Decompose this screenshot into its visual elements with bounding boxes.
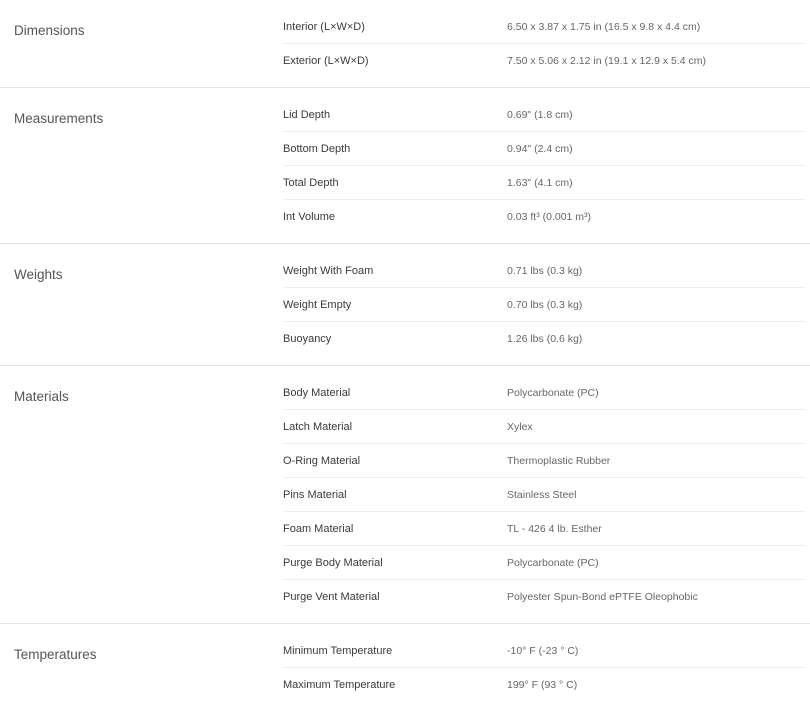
spec-group-title: Weights bbox=[14, 267, 63, 282]
spec-value: 1.63" (4.1 cm) bbox=[507, 176, 573, 189]
spec-rows bbox=[270, 88, 810, 243]
spec-group-title: Temperatures bbox=[14, 647, 97, 662]
spec-group-dimensions bbox=[0, 0, 810, 88]
spec-value: -10° F (-23 ° C) bbox=[507, 644, 579, 657]
spec-rows bbox=[270, 366, 810, 623]
spec-label: Minimum Temperature bbox=[283, 644, 393, 657]
spec-value: 0.94" (2.4 cm) bbox=[507, 142, 573, 155]
spec-rows bbox=[270, 624, 810, 711]
spec-label: Purge Body Material bbox=[283, 556, 383, 569]
spec-group-title: Dimensions bbox=[14, 23, 85, 38]
spec-value: TL - 426 4 lb. Esther bbox=[507, 522, 602, 535]
spec-rows bbox=[270, 0, 810, 87]
spec-label: Buoyancy bbox=[283, 332, 332, 345]
spec-label: Bottom Depth bbox=[283, 142, 351, 155]
spec-row bbox=[283, 444, 806, 478]
spec-value: 6.50 x 3.87 x 1.75 in (16.5 x 9.8 x 4.4 cm) bbox=[507, 20, 701, 33]
spec-row bbox=[283, 546, 806, 580]
spec-value: Polyester Spun-Bond ePTFE Oleophobic bbox=[507, 590, 698, 603]
spec-label: Body Material bbox=[283, 386, 351, 399]
spec-row bbox=[283, 478, 806, 512]
spec-rows bbox=[270, 244, 810, 365]
spec-value: 7.50 x 5.06 x 2.12 in (19.1 x 12.9 x 5.4 cm) bbox=[507, 54, 707, 67]
spec-label: Weight Empty bbox=[283, 298, 352, 311]
spec-value: Thermoplastic Rubber bbox=[507, 454, 611, 467]
spec-row bbox=[283, 98, 806, 132]
spec-value: 199° F (93 ° C) bbox=[507, 678, 578, 691]
spec-row bbox=[283, 376, 806, 410]
spec-row bbox=[283, 322, 806, 355]
spec-group-materials bbox=[0, 366, 810, 624]
spec-row bbox=[283, 254, 806, 288]
spec-label: Maximum Temperature bbox=[283, 678, 396, 691]
spec-row bbox=[283, 166, 806, 200]
spec-row bbox=[283, 10, 806, 44]
spec-label: Lid Depth bbox=[283, 108, 331, 121]
spec-value: Xylex bbox=[507, 420, 533, 433]
spec-row bbox=[283, 512, 806, 546]
spec-value: 0.03 ft³ (0.001 m³) bbox=[507, 210, 592, 223]
spec-value: 0.70 lbs (0.3 kg) bbox=[507, 298, 583, 311]
spec-row bbox=[283, 200, 806, 233]
spec-row bbox=[283, 132, 806, 166]
spec-label: Purge Vent Material bbox=[283, 590, 380, 603]
spec-row bbox=[283, 410, 806, 444]
spec-label: Exterior (L×W×D) bbox=[283, 54, 369, 67]
spec-value: Polycarbonate (PC) bbox=[507, 386, 599, 399]
spec-label: Total Depth bbox=[283, 176, 339, 189]
spec-value: Stainless Steel bbox=[507, 488, 577, 501]
spec-value: Polycarbonate (PC) bbox=[507, 556, 599, 569]
spec-value: 1.26 lbs (0.6 kg) bbox=[507, 332, 583, 345]
spec-value: 0.69" (1.8 cm) bbox=[507, 108, 573, 121]
spec-label: Latch Material bbox=[283, 420, 353, 433]
spec-label: O-Ring Material bbox=[283, 454, 361, 467]
spec-label: Weight With Foam bbox=[283, 264, 374, 277]
spec-group-title: Measurements bbox=[14, 111, 104, 126]
spec-value: 0.71 lbs (0.3 kg) bbox=[507, 264, 583, 277]
spec-label: Foam Material bbox=[283, 522, 354, 535]
spec-group-temperatures bbox=[0, 624, 810, 711]
spec-group-measurements bbox=[0, 88, 810, 244]
spec-row bbox=[283, 44, 806, 77]
spec-row bbox=[283, 288, 806, 322]
spec-row bbox=[283, 634, 806, 668]
spec-row bbox=[283, 580, 806, 613]
spec-label: Int Volume bbox=[283, 210, 335, 223]
spec-label: Interior (L×W×D) bbox=[283, 20, 365, 33]
spec-group-weights bbox=[0, 244, 810, 366]
spec-row bbox=[283, 668, 806, 701]
spec-group-title: Materials bbox=[14, 389, 69, 404]
spec-label: Pins Material bbox=[283, 488, 347, 501]
